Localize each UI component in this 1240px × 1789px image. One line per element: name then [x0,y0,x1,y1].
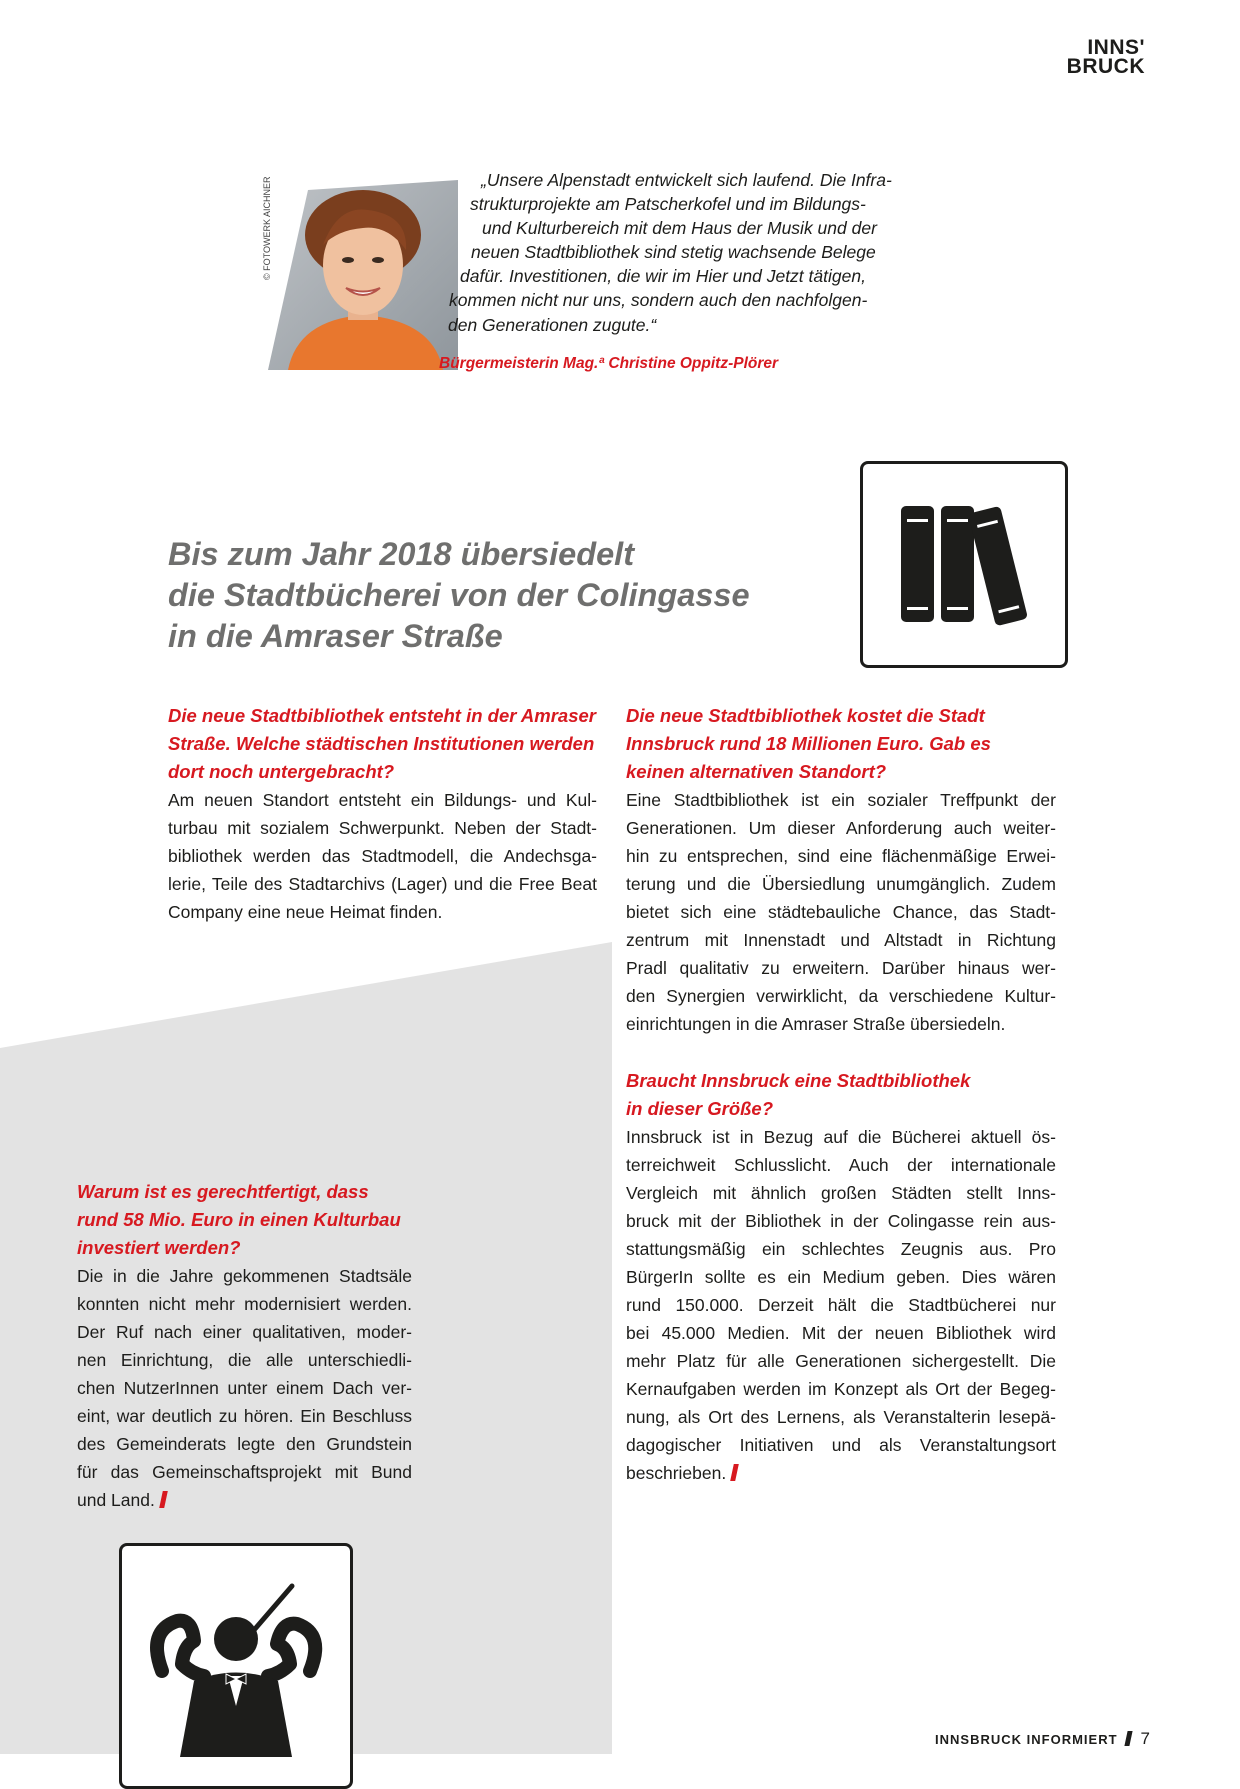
answer-cultural-building-cost: Die in die Jahre gekommenen Stadtsäle konnten nicht mehr modernisiert werden. Der Ruf nach einer qualitativen, moder- nen Einrichtung, die alle unterschiedli- chen NutzerInnen unter einem Dach ver- eint, war deutlich zu hören. Ein Beschluss des Gemeinderats legte den Grundstein für das Gemeinschaftsprojekt mit Bund und Land. [77,1266,412,1510]
page-footer [935,1729,1150,1749]
quote-line: kommen nicht nur uns, sondern auch den nachfolgen- [449,290,868,310]
question-new-library-location: Die neue Stadtbibliothek entsteht in der Amraser Straße. Welche städtischen Institutionen werden dort noch untergebracht? [168,705,596,782]
answer-library-size: Innsbruck ist in Bezug auf die Bücherei aktuell ös- terreichweit Schlusslicht. Auch der internationale Vergleich mit ähnlich großen Städten stellt Inns- bruck mit der Bibliothek in der Colingasse rein aus- stattungsmäßig ein schlechtes Zeugnis aus. Pro BürgerIn sollte es ein Medium geben. Dies wären rund 150.000. Derzeit hält die Stadtbücherei nur bei 45.000 Medien. Mit der neuen Bibliothek wird mehr Platz für alle Generationen sichergestellt. Die Kernaufgaben werden im Konzept als Ort der Begeg- nung, als Ort des Lernens, als Veranstalterin lesepä- dagogischer Initiativen und als Veranstaltungsort beschrieben. [626,1127,1056,1483]
footer-label: INNSBRUCK INFORMIERT [935,1732,1118,1747]
page-number: 7 [1140,1729,1150,1748]
books-icon-box [860,461,1068,668]
question-library-size: Braucht Innsbruck eine Stadtbibliothek in dieser Größe? [626,1070,971,1119]
conductor-icon-box [119,1543,353,1789]
end-mark [730,1464,739,1481]
footer-divider [1124,1731,1132,1746]
question-cultural-building-cost: Warum ist es gerechtfertigt, dass rund 58 Mio. Euro in einen Kulturbau investiert werden? [77,1181,401,1258]
portrait-photo [268,180,458,370]
photo-credit: © FOTOWERK AICHNER [262,176,272,280]
quote-author: Bürgermeisterin Mag.ª Christine Oppitz-Plörer [439,355,779,372]
question-library-cost: Die neue Stadtbibliothek kostet die Stadt Innsbruck rund 18 Millionen Euro. Gab es keinen alternativen Standort? [626,705,991,782]
end-mark [159,1491,168,1508]
page-headline: Bis zum Jahr 2018 übersiedelt die Stadtbücherei von der Colingasse in die Amraser Straße [168,536,750,654]
quote-line: und Kulturbereich mit dem Haus der Musik und der [482,218,877,238]
quote-line: neuen Stadtbibliothek sind stetig wachsende Belege [471,242,876,262]
books-icon [863,464,1065,665]
quote-line: strukturprojekte am Patscherkofel und im Bildungs- [470,194,866,214]
innsbruck-logo: INNS' BRUCK [1066,36,1145,78]
quote-line: „Unsere Alpenstadt entwickelt sich laufend. Die Infra- [481,170,892,190]
answer-new-library-location: Am neuen Standort entsteht ein Bildungs- und Kul- turbau mit sozialem Schwerpunkt. Neben der Stadt- bibliothek werden das Stadtmodell, die Andechsga- lerie, Teile des Stadtarchivs (Lager) und die Free Beat Company eine neue Heimat finden. [168,790,597,922]
quote-line: dafür. Investitionen, die wir im Hier und Jetzt tätigen, [460,266,866,286]
quote-line: den Generationen zugute.“ [448,315,657,335]
answer-library-cost: Eine Stadtbibliothek ist ein sozialer Treffpunkt der Generationen. Um dieser Anforderung auch weiter- hin zu entsprechen, sind eine flächenmäßige Erwei- terung und die Übersiedlung unumgänglich. Zudem bietet sich eine städtebauliche Chance, das Stadt- zentrum mit Innenstadt und Altstadt in Richtung Pradl qualitativ zu erweitern. Darüber hinaus wer- den Synergien verwirklicht, da verschiedene Kultur- einrichtungen in die Amraser Straße übersiedeln. [626,790,1056,1034]
conductor-icon [122,1546,350,1757]
